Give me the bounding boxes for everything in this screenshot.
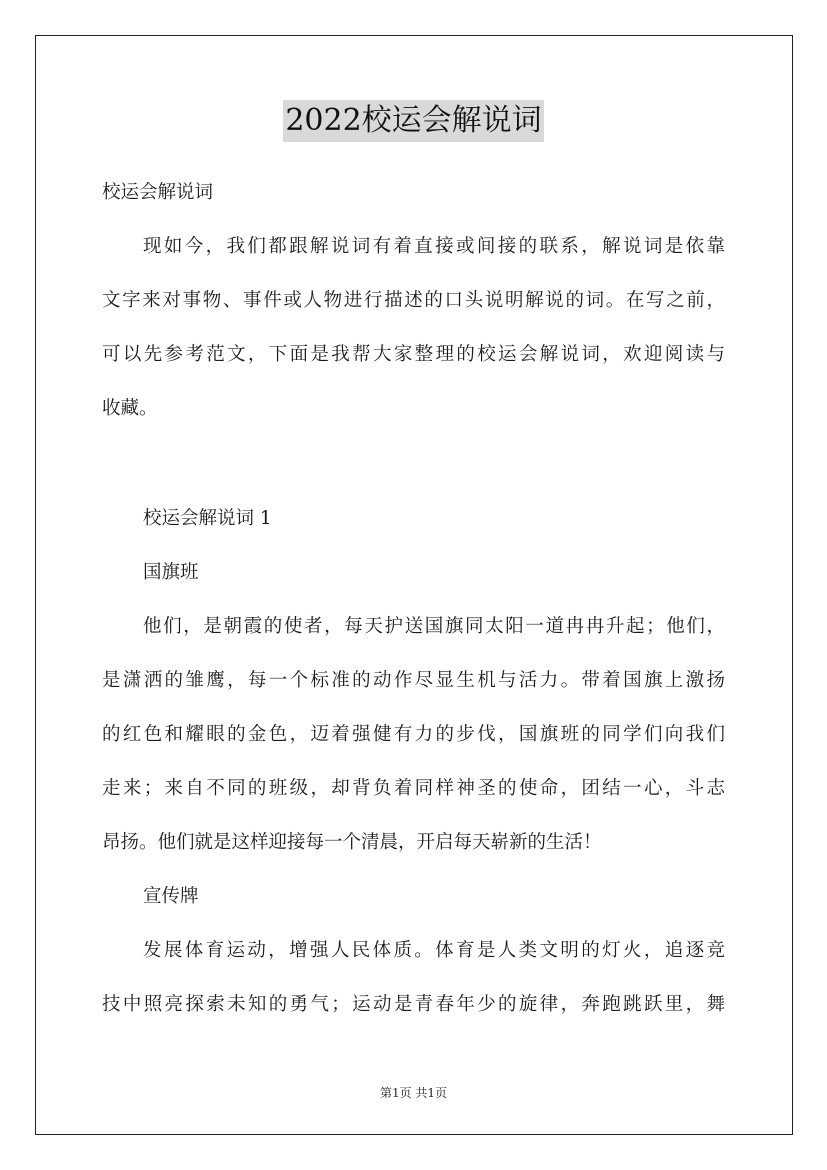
document-title: 2022校运会解说词 xyxy=(283,100,543,142)
part-heading-sign: 宣传牌 xyxy=(143,886,199,907)
paragraph-line: 技中照亮探索未知的勇气；运动是青春年少的旋律，奔跑跳跃里，舞 xyxy=(102,994,725,1015)
paragraph-line: 的红色和耀眼的金色，迈着强健有力的步伐，国旗班的同学们向我们 xyxy=(102,724,725,745)
intro-line-4: 收藏。 xyxy=(102,398,158,419)
paragraph-line: 昂扬。他们就是这样迎接每一个清晨，开启每天崭新的生活！ xyxy=(102,832,602,853)
paragraph-line: 他们，是朝霞的使者，每天护送国旗同太阳一道冉冉升起；他们， xyxy=(143,616,725,637)
section-heading: 校运会解说词 1 xyxy=(143,508,272,529)
paragraph-line: 发展体育运动，增强人民体质。体育是人类文明的灯火，追逐竞 xyxy=(143,940,725,961)
intro-line-2: 文字来对事物、事件或人物进行描述的口头说明解说的词。在写之前， xyxy=(102,290,725,311)
paragraph-line: 是潇洒的雏鹰，每一个标准的动作尽显生机与活力。带着国旗上激扬 xyxy=(102,670,725,691)
intro-line-1: 现如今，我们都跟解说词有着直接或间接的联系，解说词是依靠 xyxy=(143,236,725,257)
page-footer: 第1页 共1页 xyxy=(379,1086,448,1100)
part-heading-flag-team: 国旗班 xyxy=(143,562,199,583)
paragraph-line: 走来；来自不同的班级，却背负着同样神圣的使命，团结一心，斗志 xyxy=(102,778,725,799)
intro-line-3: 可以先参考范文，下面是我帮大家整理的校运会解说词，欢迎阅读与 xyxy=(102,344,725,365)
document-subtitle: 校运会解说词 xyxy=(102,182,214,203)
title-container xyxy=(0,100,827,142)
